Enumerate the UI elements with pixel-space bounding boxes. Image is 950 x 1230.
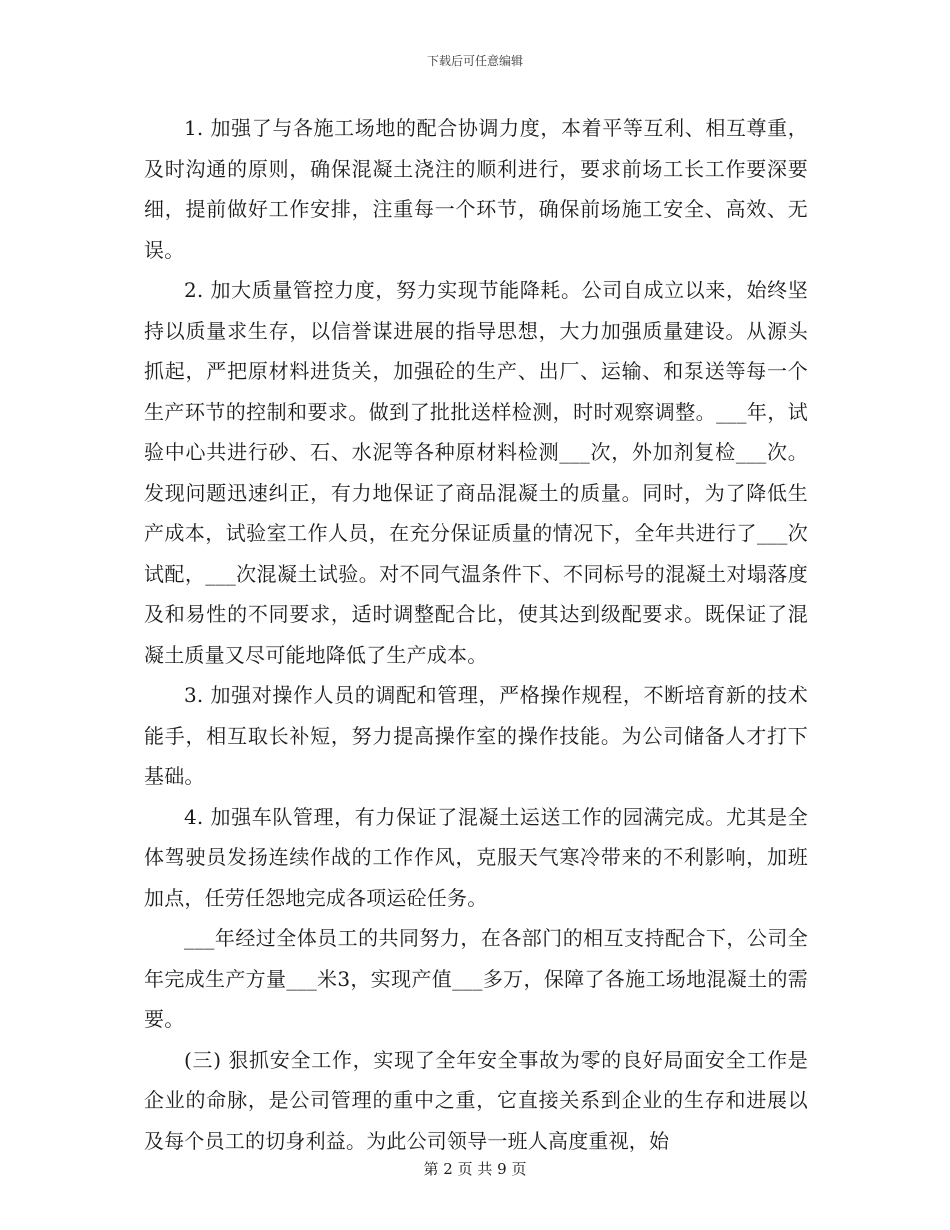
paragraph-section-3: (三) 狠抓安全工作，实现了全年安全事故为零的良好局面安全工作是企业的命脉，是公司管理的重中之重，它直接关系到企业的生存和进展以及每个员工的切身利益。为此公司领导一班人高度重视，始 [144, 1047, 808, 1153]
document-body [144, 108, 808, 1161]
paragraph-item-2: 2. 加大质量管控力度，努力实现节能降耗。公司自成立以来，始终坚持以质量求生存，以信誉谋进展的指导思想，大力加强质量建设。从源头抓起，严把原材料进货关，加强砼的生产、出厂、运输、和泵送等每一个生产环节的控制和要求。做到了批批送样检测，时时观察调整。___年，试验中心共进行砂、石、水泥等各种原材料检测___次，外加剂复检___次。发现问题迅速纠正，有力地保证了商品混凝土的质量。同时，为了降低生产成本，试验室工作人员，在充分保证质量的情况下，全年共进行了___次试配，___次混凝土试验。对不同气温条件下、不同标号的混凝土对塌落度及和易性的不同要求，适时调整配合比，使其达到级配要求。既保证了混凝土质量又尽可能地降低了生产成本。 [144, 278, 808, 667]
paragraph-summary: ___年经过全体员工的共同努力，在各部门的相互支持配合下，公司全年完成生产方量___米3，实现产值___多万，保障了各施工场地混凝土的需要。 [144, 926, 808, 1031]
paragraph-item-3: 3. 加强对操作人员的调配和管理，严格操作规程，不断培育新的技术能手，相互取长补短，努力提高操作室的操作技能。为公司储备人才打下基础。 [144, 683, 808, 788]
paragraph-item-4: 4. 加强车队管理，有力保证了混凝土运送工作的园满完成。尤其是全体驾驶员发扬连续作战的工作作风，克服天气寒冷带来的不利影响，加班加点，任劳任怨地完成各项运砼任务。 [144, 804, 808, 910]
page-number: 第 2 页 共 9 页 [423, 1160, 527, 1178]
page-header: 下载后可任意编辑 [426, 54, 523, 68]
paragraph-item-1: 1. 加强了与各施工场地的配合协调力度，本着平等互利、相互尊重，及时沟通的原则，确保混凝土浇注的顺利进行，要求前场工长工作要深要细，提前做好工作安排，注重每一个环节，确保前场施工安全、高效、无误。 [144, 116, 808, 262]
